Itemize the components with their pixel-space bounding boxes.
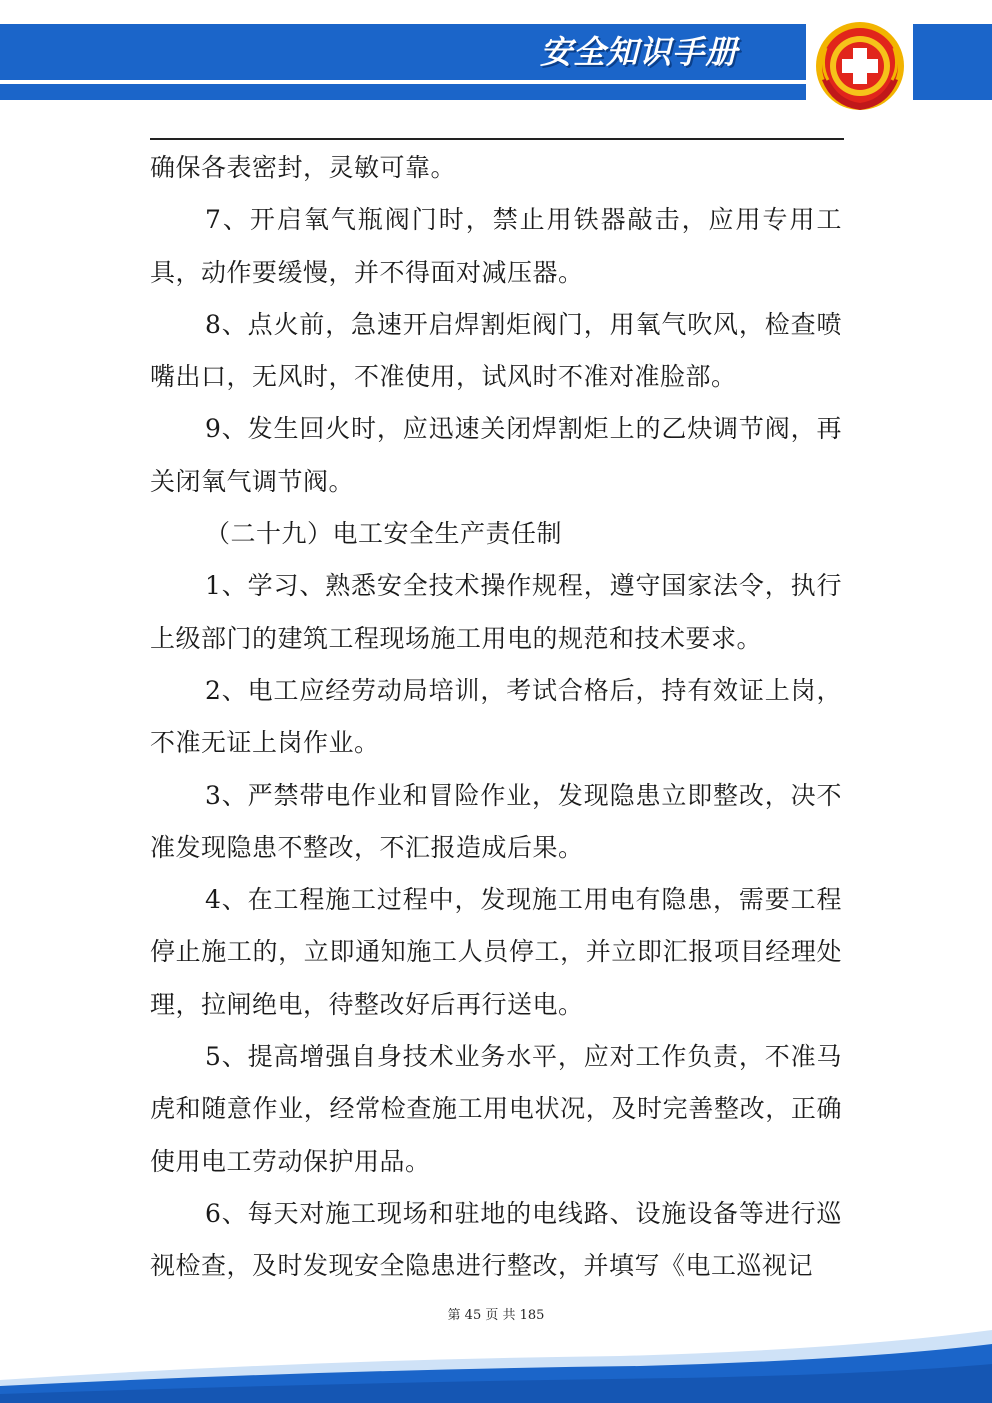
document-body	[150, 142, 842, 1293]
page-header	[0, 0, 992, 120]
header-blue-stripe	[0, 84, 806, 100]
section-heading: （二十九）电工安全生产责任制	[205, 519, 563, 549]
paragraph: 3、严禁带电作业和冒险作业，发现隐患立即整改，决不准发现隐患不整改，不汇报造成后果。	[150, 780, 842, 862]
page-number: 第 45 页 共 185	[447, 1308, 545, 1323]
header-title: 安全知识手册	[540, 33, 739, 71]
footer-swoosh	[0, 1320, 992, 1403]
paragraph: 6、每天对施工现场和驻地的电线路、设施设备等进行巡视检查，及时发现安全隐患进行整改，并填写《电工巡视记	[150, 1198, 842, 1281]
paragraph: 4、在工程施工过程中，发现施工用电有隐患，需要工程停止施工的，立即通知施工人员停工，并立即汇报项目经理处理，拉闸绝电，待整改好后再行送电。	[150, 885, 842, 1019]
header-rule	[150, 138, 844, 140]
paragraph: 9、发生回火时，应迅速关闭焊割炬上的乙炔调节阀，再关闭氧气调节阀。	[150, 414, 842, 496]
paragraph: 2、电工应经劳动局培训，考试合格后，持有效证上岗，不准无证上岗作业。	[150, 675, 842, 758]
paragraph: 7、开启氧气瓶阀门时，禁止用铁器敲击，应用专用工具，动作要缓慢，并不得面对减压器。	[150, 205, 842, 287]
paragraph: 5、提高增强自身技术业务水平，应对工作负责，不准马虎和随意作业，经常检查施工用电状况，及时完善整改，正确使用电工劳动保护用品。	[150, 1042, 842, 1176]
paragraph: 确保各表密封，灵敏可靠。	[150, 153, 457, 182]
safety-emblem-icon	[812, 18, 908, 114]
paragraph: 1、学习、熟悉安全技术操作规程，遵守国家法令，执行上级部门的建筑工程现场施工用电的规范和技术要求。	[150, 571, 842, 653]
paragraph: 8、点火前，急速开启焊割炬阀门，用氧气吹风，检查喷嘴出口，无风时，不准使用，试风时不准对准脸部。	[150, 309, 842, 392]
header-blue-block-right	[913, 24, 992, 100]
